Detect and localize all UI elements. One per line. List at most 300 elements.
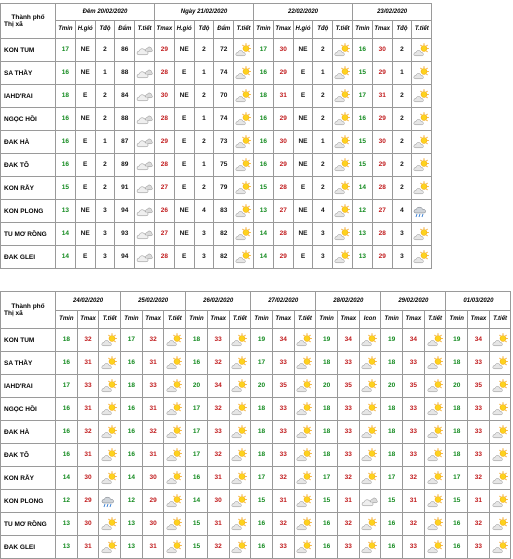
- sun-cloud-icon: [492, 425, 509, 439]
- value-hgi: E: [182, 184, 187, 191]
- sun-cloud-icon: [334, 112, 351, 126]
- city-name: KON RẪY: [1, 177, 56, 200]
- cell: [353, 62, 373, 85]
- cell: [142, 513, 164, 536]
- day-header: 27/02/2020: [251, 292, 316, 311]
- cell: [174, 85, 194, 108]
- cell: [468, 329, 490, 352]
- sun-cloud-icon: [296, 379, 313, 393]
- cell: [207, 444, 229, 467]
- cell: [77, 444, 99, 467]
- value-tmin: 14: [259, 253, 268, 260]
- cell: [468, 444, 490, 467]
- value-t: 2: [320, 184, 325, 191]
- weather-cell: [412, 39, 432, 62]
- weather-cell: [489, 513, 511, 536]
- column-header: Tđộ: [95, 21, 115, 39]
- value-m: 91: [121, 184, 129, 191]
- value-m: 79: [220, 184, 228, 191]
- cell: [337, 375, 359, 398]
- cell: [337, 421, 359, 444]
- cell: [174, 131, 194, 154]
- weather-cell: [99, 536, 121, 559]
- cell: [313, 223, 333, 246]
- weather-cell: [424, 398, 446, 421]
- column-header: T.tiết: [333, 21, 353, 39]
- cell: [273, 223, 293, 246]
- value-tmax: 30: [279, 138, 287, 145]
- weather-cell: [164, 329, 186, 352]
- sun-cloud-icon: [231, 517, 248, 531]
- value-tmin: 18: [322, 405, 331, 412]
- weather-cell: [294, 490, 316, 513]
- value-tmax: 32: [344, 520, 352, 527]
- value-t: 2: [320, 115, 325, 122]
- column-header: T.tiết: [234, 21, 254, 39]
- cell: [273, 177, 293, 200]
- weather-cell: [229, 444, 251, 467]
- column-header: Tmax: [207, 311, 229, 329]
- cell: [56, 223, 76, 246]
- value-tmin: 17: [388, 474, 396, 481]
- value-hgi: E: [182, 115, 187, 122]
- sun-cloud-icon: [101, 402, 118, 416]
- cell: [77, 490, 99, 513]
- cell: [77, 375, 99, 398]
- value-t: 1: [202, 115, 206, 122]
- cell: [214, 108, 234, 131]
- cell: [313, 108, 333, 131]
- cell: [95, 39, 115, 62]
- weather-cell: [294, 536, 316, 559]
- value-tmax: 35: [474, 382, 483, 389]
- value-tmin: 13: [259, 207, 268, 214]
- value-tmin: 16: [358, 46, 367, 53]
- value-tmin: 13: [61, 207, 70, 214]
- day-header: 22/02/2020: [254, 4, 353, 21]
- cell: [392, 154, 412, 177]
- value-tmin: 20: [388, 382, 396, 389]
- city-name: KON PLONG: [1, 200, 56, 223]
- column-header: Đẩm: [214, 21, 234, 39]
- value-tmin: 20: [322, 382, 331, 389]
- sun-cloud-icon: [413, 135, 430, 149]
- cell: [381, 421, 403, 444]
- value-tmax: 33: [279, 451, 287, 458]
- sun-cloud-icon: [166, 448, 183, 462]
- value-tmax: 29: [160, 46, 168, 53]
- value-tmin: 17: [192, 451, 201, 458]
- cell: [316, 375, 338, 398]
- value-t: 3: [400, 230, 404, 237]
- cell: [95, 108, 115, 131]
- cell: [272, 444, 294, 467]
- cell: [174, 62, 194, 85]
- value-tmin: 16: [259, 161, 268, 168]
- column-header: T.tiết: [229, 311, 251, 329]
- cell: [154, 154, 174, 177]
- sun-cloud-icon: [231, 333, 248, 347]
- day-header: Ngày 21/02/2020: [154, 4, 253, 21]
- value-tmax: 32: [474, 520, 483, 527]
- cell: [293, 85, 313, 108]
- value-t: 2: [320, 46, 325, 53]
- city-name: KON RẪY: [1, 467, 56, 490]
- cell: [77, 536, 99, 559]
- value-hgi: NE: [80, 230, 90, 237]
- cell: [194, 246, 214, 269]
- value-tmin: 16: [192, 474, 201, 481]
- value-t: 3: [103, 230, 107, 237]
- weather-cell: [234, 223, 254, 246]
- cell: [75, 154, 95, 177]
- cell: [392, 177, 412, 200]
- cell: [392, 131, 412, 154]
- value-tmax: 35: [409, 382, 417, 389]
- weather-cell: [164, 398, 186, 421]
- weather-cell: [135, 131, 155, 154]
- table-row: [1, 444, 511, 467]
- cell: [468, 398, 490, 421]
- column-header: T.tiết: [164, 311, 186, 329]
- cell: [207, 513, 229, 536]
- cell: [251, 398, 273, 421]
- value-hgi: NE: [179, 230, 189, 237]
- sun-cloud-icon: [235, 181, 252, 195]
- value-tmax: 30: [149, 520, 157, 527]
- sun-cloud-icon: [166, 356, 183, 370]
- sun-cloud-icon: [361, 517, 378, 531]
- cell: [273, 108, 293, 131]
- cell: [77, 421, 99, 444]
- column-header: Tmax: [403, 311, 425, 329]
- sun-cloud-icon: [361, 379, 378, 393]
- cell: [372, 223, 392, 246]
- cell: [251, 375, 273, 398]
- cell: [313, 85, 333, 108]
- value-tmin: 12: [358, 207, 367, 214]
- weather-cell: [333, 131, 353, 154]
- value-tmax: 31: [344, 497, 352, 504]
- table-row: [1, 131, 511, 154]
- column-header: T.tiết: [412, 21, 432, 39]
- cell: [293, 108, 313, 131]
- corner-header: [1, 292, 56, 329]
- value-m: 93: [121, 230, 129, 237]
- value-tmax: 31: [378, 92, 386, 99]
- corner-header: [1, 4, 56, 39]
- weather-cell: [359, 375, 381, 398]
- cell: [121, 536, 143, 559]
- cell: [121, 375, 143, 398]
- value-tmin: 17: [453, 474, 461, 481]
- day-header: 25/02/2020: [121, 292, 186, 311]
- sun-cloud-icon: [334, 43, 351, 57]
- cell: [214, 246, 234, 269]
- sun-cloud-icon: [427, 333, 444, 347]
- value-tmax: 33: [279, 405, 287, 412]
- header-row-dates: [1, 292, 511, 311]
- value-hgi: E: [300, 92, 306, 99]
- cell: [293, 177, 313, 200]
- value-tmax: 30: [279, 46, 287, 53]
- cell: [293, 154, 313, 177]
- cell: [353, 154, 373, 177]
- cell: [316, 513, 338, 536]
- value-m: 88: [121, 115, 129, 122]
- value-tmax: 31: [84, 405, 92, 412]
- cell: [293, 131, 313, 154]
- weather-cell: [135, 62, 155, 85]
- weather-cell: [424, 467, 446, 490]
- sun-cloud-icon: [492, 356, 509, 370]
- cell: [313, 246, 333, 269]
- weather-cell: [424, 490, 446, 513]
- value-tmin: 14: [62, 474, 70, 481]
- weather-cell: [135, 223, 155, 246]
- value-t: 1: [103, 69, 107, 76]
- value-tmin: 16: [257, 520, 266, 527]
- weather-cell: [135, 200, 155, 223]
- weather-cell: [229, 490, 251, 513]
- weather-cell: [229, 536, 251, 559]
- value-tmin: 16: [61, 69, 70, 76]
- cell: [353, 39, 373, 62]
- cell: [254, 200, 274, 223]
- value-tmin: 14: [61, 253, 70, 260]
- cell: [142, 352, 164, 375]
- value-tmin: 18: [61, 92, 70, 99]
- city-name: SA THẦY: [1, 62, 56, 85]
- cell: [392, 39, 412, 62]
- cell: [77, 467, 99, 490]
- weather-cell: [135, 246, 155, 269]
- value-tmin: 16: [61, 115, 70, 122]
- weather-cell: [424, 513, 446, 536]
- value-tmax: 27: [160, 230, 168, 237]
- sun-cloud-icon: [413, 250, 430, 264]
- cell: [251, 329, 273, 352]
- city-name: TU MƠ RỒNG: [1, 513, 56, 536]
- value-tmin: 17: [358, 92, 367, 99]
- cell: [95, 154, 115, 177]
- column-header: Tmin: [186, 311, 208, 329]
- cell: [75, 85, 95, 108]
- value-tmin: 13: [358, 230, 367, 237]
- value-hgi: NE: [298, 230, 308, 237]
- cell: [154, 246, 174, 269]
- value-tmax: 33: [409, 405, 417, 412]
- sun-cloud-icon: [166, 333, 183, 347]
- weather-cell: [99, 467, 121, 490]
- sun-cloud-icon: [361, 356, 378, 370]
- weather-cell: [359, 536, 381, 559]
- cell: [56, 467, 78, 490]
- day-header: 29/02/2020: [381, 292, 446, 311]
- weather-cell: [229, 329, 251, 352]
- value-tmin: 18: [127, 382, 136, 389]
- value-t: 1: [202, 161, 206, 168]
- column-header: Tmin: [353, 21, 373, 39]
- sun-cloud-icon: [166, 540, 183, 554]
- value-tmin: 18: [388, 405, 396, 412]
- value-tmin: 16: [127, 428, 136, 435]
- cell: [214, 85, 234, 108]
- cell: [337, 536, 359, 559]
- cell: [468, 421, 490, 444]
- value-m: 82: [220, 253, 228, 260]
- value-tmin: 19: [257, 336, 266, 343]
- cell: [174, 246, 194, 269]
- sun-cloud-icon: [235, 204, 252, 218]
- sun-cloud-icon: [427, 379, 444, 393]
- weather-cell: [412, 177, 432, 200]
- cell: [186, 513, 208, 536]
- cell: [316, 467, 338, 490]
- cell: [207, 467, 229, 490]
- sun-cloud-icon: [296, 448, 313, 462]
- table-row: [1, 375, 511, 398]
- cell: [194, 108, 214, 131]
- weather-cell: [164, 444, 186, 467]
- weather-cell: [164, 421, 186, 444]
- cell: [56, 108, 76, 131]
- value-tmin: 15: [322, 497, 331, 504]
- cell: [194, 200, 214, 223]
- cell: [77, 352, 99, 375]
- weather-cell: [424, 421, 446, 444]
- column-header: H.gió: [174, 21, 194, 39]
- weather-cell: [412, 62, 432, 85]
- weather-cell: [294, 467, 316, 490]
- city-name: ĐAK TÔ: [1, 444, 56, 467]
- weather-cell: [294, 398, 316, 421]
- weather-cell: [234, 108, 254, 131]
- value-hgi: E: [182, 161, 187, 168]
- value-tmax: 35: [344, 382, 352, 389]
- sun-cloud-icon: [235, 135, 252, 149]
- cell: [56, 421, 78, 444]
- sun-cloud-icon: [166, 425, 183, 439]
- value-tmin: 18: [62, 336, 70, 343]
- value-tmin: 16: [453, 543, 461, 550]
- sun-cloud-icon: [334, 204, 351, 218]
- cell: [403, 513, 425, 536]
- sun-cloud-icon: [231, 356, 248, 370]
- value-m: 88: [121, 69, 129, 76]
- sun-cloud-icon: [235, 89, 252, 103]
- column-header: Đẩm: [115, 21, 135, 39]
- weather-cell: [412, 108, 432, 131]
- city-name: IAHD'RAI: [1, 85, 56, 108]
- cell: [468, 536, 490, 559]
- weather-cell: [489, 375, 511, 398]
- cloud-icon: [136, 204, 153, 218]
- value-tmin: 16: [62, 359, 70, 366]
- cell: [186, 490, 208, 513]
- cell: [273, 131, 293, 154]
- value-tmax: 33: [409, 451, 417, 458]
- cell: [272, 329, 294, 352]
- value-t: 4: [400, 207, 404, 214]
- value-tmin: 16: [259, 69, 268, 76]
- corner-line-2: Thị xã: [4, 310, 23, 317]
- cell: [316, 536, 338, 559]
- weather-cell: [489, 467, 511, 490]
- cell: [446, 467, 468, 490]
- value-tmax: 28: [160, 69, 168, 76]
- cell: [142, 444, 164, 467]
- cell: [194, 62, 214, 85]
- cell: [381, 513, 403, 536]
- cell: [174, 177, 194, 200]
- cell: [337, 444, 359, 467]
- value-tmax: 33: [474, 543, 483, 550]
- value-tmin: 19: [453, 336, 461, 343]
- header-row-columns: [1, 311, 511, 329]
- value-tmin: 17: [322, 474, 331, 481]
- city-name: SA THẦY: [1, 352, 56, 375]
- weather-cell: [489, 329, 511, 352]
- cell: [392, 200, 412, 223]
- cell: [337, 329, 359, 352]
- value-hgi: E: [83, 184, 88, 191]
- column-header: Tmax: [468, 311, 490, 329]
- cell: [194, 177, 214, 200]
- cell: [272, 467, 294, 490]
- sun-cloud-icon: [413, 43, 430, 57]
- sun-cloud-icon: [231, 402, 248, 416]
- value-tmin: 17: [62, 382, 70, 389]
- cell: [56, 352, 78, 375]
- cell: [468, 375, 490, 398]
- value-t: 1: [103, 138, 107, 145]
- sun-cloud-icon: [235, 227, 252, 241]
- cell: [316, 421, 338, 444]
- cell: [142, 421, 164, 444]
- value-tmax: 29: [279, 69, 287, 76]
- value-hgi: NE: [298, 115, 308, 122]
- value-m: 82: [220, 230, 228, 237]
- city-name: ĐAK HÀ: [1, 131, 56, 154]
- value-t: 1: [320, 69, 325, 76]
- cell: [194, 39, 214, 62]
- cell: [75, 177, 95, 200]
- value-tmin: 16: [388, 520, 396, 527]
- cell: [142, 490, 164, 513]
- cloud-icon: [136, 112, 153, 126]
- value-tmax: 28: [160, 253, 168, 260]
- weather-cell: [424, 444, 446, 467]
- cell: [121, 513, 143, 536]
- city-name: KON TUM: [1, 329, 56, 352]
- value-tmax: 33: [214, 428, 222, 435]
- value-tmin: 19: [388, 336, 396, 343]
- cell: [254, 62, 274, 85]
- value-tmax: 28: [160, 115, 168, 122]
- value-t: 3: [103, 207, 107, 214]
- table-row: [1, 536, 511, 559]
- value-t: 4: [202, 207, 206, 214]
- cell: [194, 85, 214, 108]
- weather-cell: [99, 513, 121, 536]
- cell: [75, 200, 95, 223]
- cell: [313, 62, 333, 85]
- column-header: Tđộ: [194, 21, 214, 39]
- table-row: [1, 154, 511, 177]
- value-tmax: 29: [279, 161, 287, 168]
- column-header: Icon: [359, 311, 381, 329]
